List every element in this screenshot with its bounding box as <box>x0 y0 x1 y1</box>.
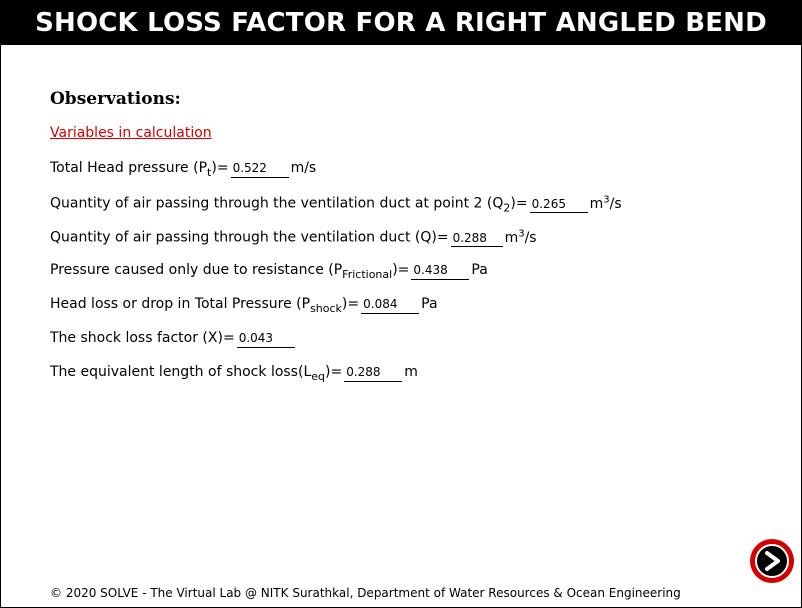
page-title-text: SHOCK LOSS FACTOR FOR A RIGHT ANGLED BEND <box>35 8 767 38</box>
next-arrow-icon <box>755 544 789 578</box>
variables-link[interactable]: Variables in calculation <box>50 125 212 141</box>
head-loss-shock-input[interactable] <box>361 297 419 314</box>
row-total-head-pressure: Total Head pressure $(P_t)=0.522$ m/s <box>50 160 316 179</box>
quantity-air-q2-input[interactable] <box>530 196 588 213</box>
row-pressure-frictional: Pressure caused only due to resistance $(P_{Frictional})=0.438$ Pa <box>50 262 488 281</box>
shock-loss-factor-input[interactable] <box>237 331 295 348</box>
row-quantity-air-q: Quantity of air passing through the ventilation duct (Q)=0.288 $m^3/s$ <box>50 228 537 247</box>
quantity-air-q-input[interactable] <box>451 230 503 247</box>
row-head-loss-shock: Head loss or drop in Total Pressure $(P_{shock})=0.084$ Pa <box>50 296 438 315</box>
row-quantity-air-q2: Quantity of air passing through the ventilation duct at point 2 $(Q_2)=0.265$ $m^3/s$ <box>50 194 622 214</box>
pressure-frictional-input[interactable] <box>411 263 469 280</box>
equivalent-length-input[interactable] <box>344 365 402 382</box>
next-button[interactable] <box>750 539 794 583</box>
total-head-pressure-input[interactable] <box>231 161 289 178</box>
row-shock-loss-factor: The shock loss factor (X)=0.043 <box>50 330 297 348</box>
page-title <box>1 1 801 45</box>
footer-copyright: © 2020 SOLVE - The Virtual Lab @ NITK Surathkal, Department of Water Resources & Ocean Engineering <box>50 586 681 600</box>
row-equivalent-length: The equivalent length of shock $loss(L_{eq})=0.288$ m <box>50 364 418 383</box>
observations-heading: Observations: <box>50 89 181 109</box>
